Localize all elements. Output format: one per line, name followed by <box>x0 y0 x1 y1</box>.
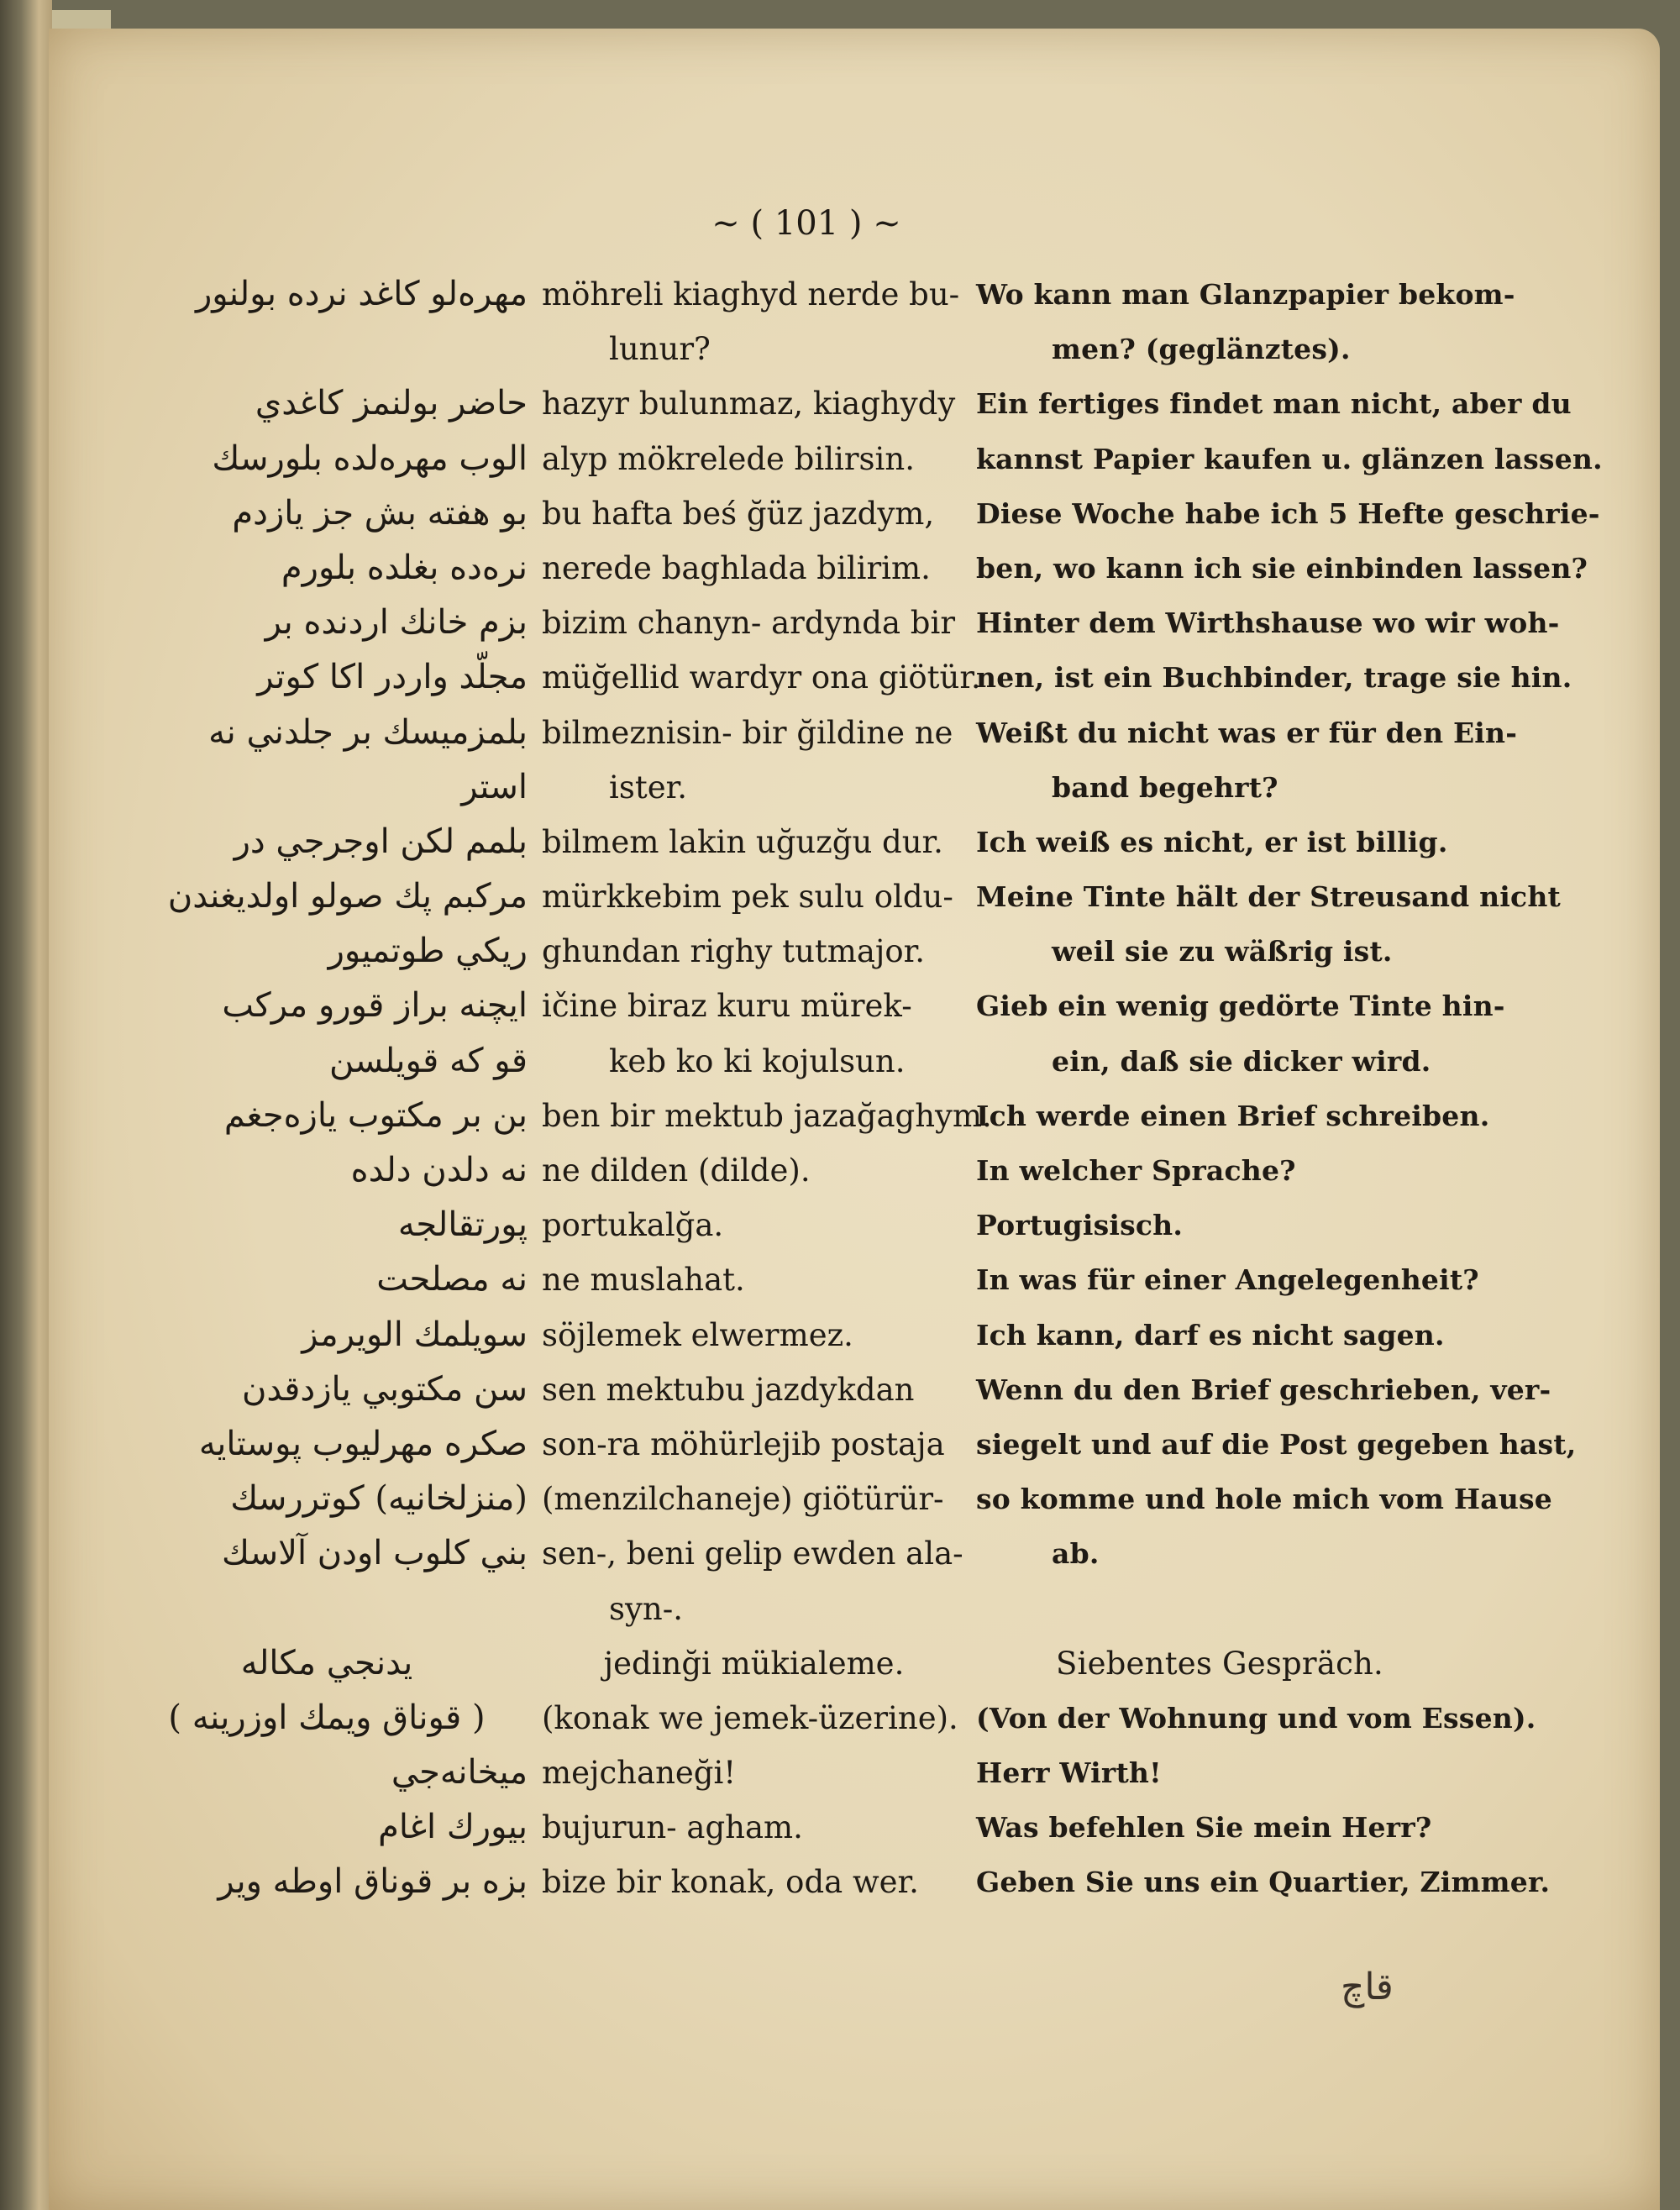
ottoman-line <box>126 1582 528 1636</box>
german-section-subtitle: (Von der Wohnung und vom Essen). <box>976 1701 1536 1735</box>
turkish-line: bilmeznisin- bir ğildine ne <box>542 714 953 751</box>
german-line: siegelt und auf die Post gegeben hast, <box>976 1427 1577 1461</box>
turkish-line: sen mektubu jazdykdan <box>542 1371 915 1408</box>
turkish-line: müğellid wardyr ona giötür. <box>542 659 981 696</box>
ottoman-line: قو كە قويلسن <box>329 1041 528 1080</box>
turkish-line: syn-. <box>609 1590 683 1627</box>
turkish-line: bilmem lakin uğuzğu dur. <box>542 823 943 860</box>
german-section-title: Siebentes Gespräch. <box>1056 1645 1383 1682</box>
ottoman-line: بو هفتە بش جز يازدم <box>232 493 528 533</box>
ottoman-line: مهرەلو كاغد نردە بولنور <box>195 275 528 313</box>
german-line: Weißt du nicht was er für den Ein- <box>976 716 1518 749</box>
german-line: ben, wo kann ich sie einbinden lassen? <box>976 551 1588 585</box>
ottoman-line: الوب مهرەلدە بلورسك <box>212 438 528 478</box>
german-line: Ein fertiges findet man nicht, aber du <box>976 387 1572 421</box>
turkish-line: bize bir konak, oda wer. <box>542 1864 919 1901</box>
turkish-line: hazyr bulunmaz, kiaghydy <box>542 386 956 423</box>
ottoman-line: بزم خانك اردندە بر <box>265 603 528 643</box>
turkish-line: ghundan righy tutmajor. <box>542 933 926 970</box>
german-line <box>976 1582 1463 1636</box>
turkish-line: bu hafta beś ğüz jazdym, <box>542 495 935 532</box>
turkish-line: portukalğa. <box>542 1207 724 1244</box>
german-line: Ich weiß es nicht, er ist billig. <box>976 825 1448 858</box>
ottoman-column <box>126 267 528 1910</box>
german-line: In welcher Sprache? <box>976 1154 1296 1187</box>
ottoman-line <box>126 322 528 376</box>
turkish-section-subtitle: (konak we jemek-üzerine). <box>542 1699 958 1736</box>
ottoman-line: سويلمك الويرمز <box>302 1315 528 1354</box>
turkish-line: möhreli kiaghyd nerde bu- <box>542 276 960 312</box>
german-line: Diese Woche habe ich 5 Hefte geschrie- <box>976 496 1600 530</box>
german-line: nen, ist ein Buchbinder, trage sie hin. <box>976 661 1572 695</box>
german-line: Was befehlen Sie mein Herr? <box>976 1811 1432 1845</box>
page-number-header: ~ ( 101 ) ~ <box>711 204 901 243</box>
ottoman-line: ريكي طوتميور <box>328 932 528 971</box>
ottoman-line: نە دلدن دلدە <box>350 1151 528 1189</box>
handwritten-annotation: قاچ <box>1341 1966 1394 2008</box>
ottoman-line: مجلّد واردر اكا كوتر <box>257 658 528 697</box>
ottoman-section-title: يدنجي مكالە <box>240 1643 413 1682</box>
turkish-line: sen-, beni gelip ewden ala- <box>542 1535 963 1572</box>
german-line: ein, daß sie dicker wird. <box>1052 1044 1431 1078</box>
ottoman-line: ميخانەجي <box>391 1753 528 1793</box>
turkish-line: ne muslahat. <box>542 1262 745 1299</box>
german-line: In was für einer Angelegenheit? <box>976 1263 1479 1297</box>
german-line: kannst Papier kaufen u. glänzen lassen. <box>976 442 1603 475</box>
german-line: ab. <box>1052 1537 1100 1571</box>
book-binding <box>0 0 52 2210</box>
turkish-line: ičine biraz kuru mürek- <box>542 988 912 1025</box>
ottoman-line: پورتقالجە <box>397 1205 528 1245</box>
german-line: Ich kann, darf es nicht sagen. <box>976 1318 1445 1352</box>
ottoman-line: بلمم لكن اوجرجي در <box>234 822 528 861</box>
german-line: Gieb ein wenig gedörte Tinte hin- <box>976 990 1505 1023</box>
ottoman-line: نرەدە بغلدە بلورم <box>281 548 528 587</box>
german-line: Ich werde einen Brief schreiben. <box>976 1099 1490 1132</box>
turkish-line: bizim chanyn- ardynda bir <box>542 605 956 642</box>
turkish-line: alyp mökrelede bilirsin. <box>542 440 915 477</box>
turkish-column <box>542 267 992 1910</box>
turkish-line: keb ko ki kojulsun. <box>609 1042 906 1079</box>
ottoman-line: مركبم پك صولو اولديغندن <box>167 877 528 916</box>
ottoman-line: (منزلخانيە) كوتررسك <box>230 1479 528 1519</box>
ottoman-line: استر <box>461 767 528 806</box>
ottoman-line: سن مكتوبي يازدقدن <box>241 1369 528 1409</box>
turkish-section-title: jedinği mükialeme. <box>603 1645 905 1682</box>
german-column <box>976 267 1603 1910</box>
ottoman-line: بني كلوب اودن آلاسك <box>221 1534 528 1573</box>
ottoman-line: بزە بر قوناق اوطە وير <box>218 1862 528 1902</box>
german-line: Wo kann man Glanzpapier bekom- <box>976 278 1515 311</box>
turkish-line: bujurun- agham. <box>542 1809 803 1846</box>
german-line: Portugisisch. <box>976 1209 1184 1242</box>
german-line: so komme und hole mich vom Hause <box>976 1483 1552 1516</box>
german-line: Hinter dem Wirthshause wo wir woh- <box>976 606 1560 640</box>
ottoman-line: صكرە مهرليوب پوستايە <box>198 1424 528 1463</box>
turkish-line: nerede baghlada bilirim. <box>542 549 931 586</box>
german-line: Wenn du den Brief geschrieben, ver- <box>976 1373 1551 1406</box>
ottoman-line: بيورك اغام <box>378 1808 528 1847</box>
turkish-line: söjlemek elwermez. <box>542 1316 853 1353</box>
turkish-line: mejchaneği! <box>542 1755 737 1792</box>
ottoman-line: ايچنە براز قورو مركب <box>222 986 528 1026</box>
ottoman-section-subtitle: ( قوناق ويمك اوزرينە ) <box>168 1698 486 1737</box>
german-line: weil sie zu wäßrig ist. <box>1052 935 1393 969</box>
turkish-line: (menzilchaneje) giötürür- <box>542 1481 944 1518</box>
turkish-line: mürkkebim pek sulu oldu- <box>542 879 953 916</box>
german-line: Meine Tinte hält der Streusand nicht <box>976 880 1561 914</box>
turkish-line: lunur? <box>609 331 711 368</box>
ottoman-line: نە مصلحت <box>376 1260 528 1299</box>
german-line: Geben Sie uns ein Quartier, Zimmer. <box>976 1866 1551 1899</box>
turkish-line: ister. <box>609 769 687 806</box>
turkish-line: ben bir mektub jazağaghym. <box>542 1097 992 1134</box>
german-line: men? (geglänztes). <box>1052 333 1351 366</box>
ottoman-line: حاضر بولنمز كاغدي <box>255 384 528 423</box>
german-line: band begehrt? <box>1052 770 1278 804</box>
ottoman-line: بن بر مكتوب يازەجغم <box>223 1095 528 1135</box>
turkish-line: ne dilden (dilde). <box>542 1152 811 1189</box>
turkish-line: son-ra möhürlejib postaja <box>542 1425 945 1462</box>
german-line: Herr Wirth! <box>976 1756 1162 1790</box>
ottoman-line: بلمزميسك بر جلدني نە <box>208 712 528 752</box>
